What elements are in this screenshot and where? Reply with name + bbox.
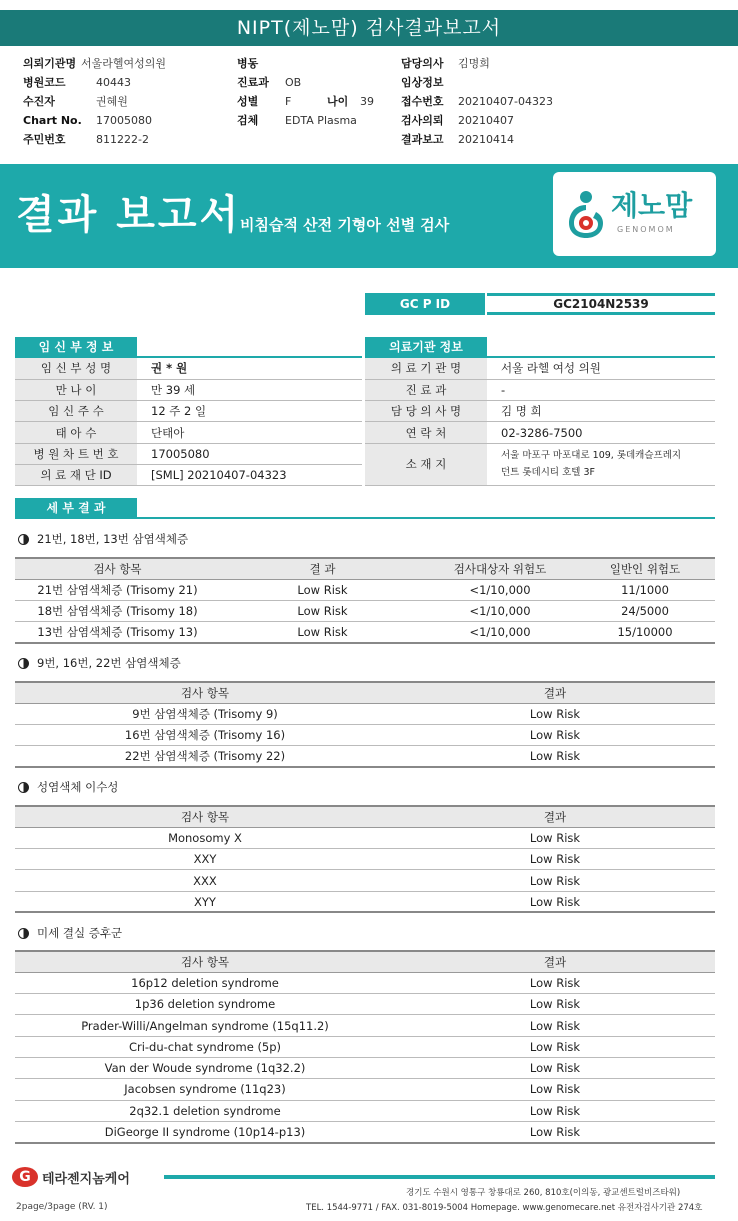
table-row (15, 1079, 715, 1100)
half-circle-icon (18, 782, 29, 793)
company-logo-icon: G (12, 1167, 38, 1187)
meta-value: 20210407 (458, 114, 514, 127)
field-value: 02-3286-7500 (487, 422, 715, 443)
test-result: Low Risk (395, 870, 715, 891)
meta-value: EDTA Plasma (285, 114, 357, 127)
address-line: 던트 롯데시티 호텔 3F (501, 467, 595, 479)
field-label: 임 신 주 수 (15, 401, 137, 422)
column-header: 검사 항목 (15, 558, 220, 579)
test-item: 9번 삼염색체증 (Trisomy 9) (15, 703, 395, 724)
column-header: 결과 (395, 682, 715, 703)
test-item: XXY (15, 849, 395, 870)
meta-value: 서울라헬여성의원 (81, 57, 167, 70)
test-result: Low Risk (220, 601, 425, 622)
half-circle-icon (18, 658, 29, 669)
table-row (15, 622, 715, 643)
table-row (365, 401, 715, 422)
test-result: Low Risk (395, 1079, 715, 1100)
meta-value: F (285, 95, 292, 108)
test-result: Low Risk (395, 725, 715, 746)
test-item: 21번 삼염색체증 (Trisomy 21) (15, 579, 220, 600)
table-row (15, 601, 715, 622)
test-item: Prader-Willi/Angelman syndrome (15q11.2) (15, 1015, 395, 1036)
address-line: 서울 마포구 마포대로 109, 롯데캐슬프레지 (501, 450, 682, 462)
company-logo (12, 1167, 130, 1187)
test-item: 18번 삼염색체증 (Trisomy 18) (15, 601, 220, 622)
field-value: 단태아 (137, 422, 362, 443)
meta-value: 40443 (96, 76, 131, 89)
field-value (487, 443, 715, 486)
column-header: 검사 항목 (15, 806, 395, 827)
table-row (15, 849, 715, 870)
company-contact: TEL. 1544-9771 / FAX. 031-8019-5004 Homepage. www.genomecare.net 유전자검사기관 274호 (306, 1203, 703, 1213)
meta-value: 39 (360, 95, 374, 108)
pregnant-info-heading: 임 신 부 정 보 (15, 337, 137, 358)
table-row (365, 422, 715, 443)
field-value: 12 주 2 일 (137, 401, 362, 422)
section-divider (15, 517, 715, 519)
meta-value: 811222-2 (96, 133, 149, 146)
meta-label: 접수번호 (401, 95, 444, 108)
meta-label: 수진자 (23, 95, 55, 108)
field-value: 17005080 (137, 443, 362, 464)
section2-heading (18, 655, 181, 671)
test-result: Low Risk (395, 1036, 715, 1057)
logo-subtext: GENOMOM (617, 225, 675, 234)
test-result: Low Risk (395, 1100, 715, 1121)
section3-heading (18, 779, 118, 795)
table-row (15, 422, 362, 443)
table-header-row (15, 951, 715, 972)
meta-label: 검사의뢰 (401, 114, 444, 127)
company-name: 테라젠지놈케어 (42, 1171, 130, 1187)
table-row (15, 994, 715, 1015)
section1-heading (18, 531, 188, 547)
footer-divider (164, 1175, 715, 1179)
test-result: Low Risk (395, 1015, 715, 1036)
test-item: 1p36 deletion syndrome (15, 994, 395, 1015)
test-result: Low Risk (395, 746, 715, 767)
genomom-logo (553, 172, 716, 256)
section-title: 21번, 18번, 13번 삼염색체증 (37, 532, 189, 546)
table-row (15, 870, 715, 891)
table-row (15, 1036, 715, 1057)
table-row (15, 1121, 715, 1142)
meta-label: 검체 (237, 114, 259, 127)
meta-label: 병동 (237, 57, 259, 70)
table-row (15, 1100, 715, 1121)
column-header: 일반인 위험도 (575, 558, 715, 579)
test-result: Low Risk (395, 827, 715, 848)
table-row (15, 358, 362, 379)
meta-label: 나이 (327, 95, 349, 108)
test-item: Jacobsen syndrome (11q23) (15, 1079, 395, 1100)
field-label: 소 재 지 (365, 443, 487, 486)
table-row (15, 379, 362, 400)
meta-label: 성별 (237, 95, 259, 108)
section-title: 미세 결실 증후군 (37, 926, 123, 940)
half-circle-icon (18, 534, 29, 545)
test-item: Monosomy X (15, 827, 395, 848)
meta-value: 권혜원 (96, 95, 128, 108)
meta-label: Chart No. (23, 114, 82, 127)
meta-value: 20210414 (458, 133, 514, 146)
test-item: XYY (15, 891, 395, 912)
section-title: 성염색체 이수성 (37, 780, 119, 794)
logo-text: 제노맘 (611, 189, 693, 222)
trisomy-major-table (15, 557, 715, 644)
test-item: 16p12 deletion syndrome (15, 972, 395, 993)
column-header: 결과 (395, 951, 715, 972)
banner-title: 결과 보고서 (16, 192, 242, 238)
meta-value: OB (285, 76, 302, 89)
subject-risk: <1/10,000 (425, 601, 575, 622)
meta-value: 김명희 (458, 57, 490, 70)
test-item: Cri-du-chat syndrome (5p) (15, 1036, 395, 1057)
test-result: Low Risk (395, 849, 715, 870)
gcp-id-value: GC2104N2539 (487, 293, 715, 315)
meta-label: 병원코드 (23, 76, 66, 89)
meta-label: 담당의사 (401, 57, 444, 70)
test-item: 2q32.1 deletion syndrome (15, 1100, 395, 1121)
field-value: 만 39 세 (137, 379, 362, 400)
microdeletion-table (15, 950, 715, 1144)
banner-subtitle: 비침습적 산전 기형아 선별 검사 (240, 216, 450, 234)
field-label: 의 료 재 단 ID (15, 464, 137, 485)
field-label: 임 신 부 성 명 (15, 358, 137, 379)
meta-label: 진료과 (237, 76, 269, 89)
test-item: 16번 삼염색체증 (Trisomy 16) (15, 725, 395, 746)
field-value: [SML] 20210407-04323 (137, 464, 362, 485)
sex-chromosome-table (15, 805, 715, 913)
test-result: Low Risk (395, 1057, 715, 1078)
field-label: 담 당 의 사 명 (365, 401, 487, 422)
column-header: 결과 (395, 806, 715, 827)
half-circle-icon (18, 928, 29, 939)
test-item: 13번 삼염색체증 (Trisomy 13) (15, 622, 220, 643)
table-row (15, 579, 715, 600)
gcp-id-label: GC P ID (365, 293, 485, 315)
table-row (15, 972, 715, 993)
page-number: 2page/3page (RV. 1) (16, 1202, 108, 1212)
table-row (15, 1015, 715, 1036)
column-header: 검사 항목 (15, 951, 395, 972)
test-item: 22번 삼염색체증 (Trisomy 22) (15, 746, 395, 767)
test-result: Low Risk (395, 1121, 715, 1142)
field-label: 병 원 차 트 번 호 (15, 443, 137, 464)
test-item: XXX (15, 870, 395, 891)
field-value: 서울 라헬 여성 의원 (487, 358, 715, 379)
general-risk: 11/1000 (575, 579, 715, 600)
field-label: 태 아 수 (15, 422, 137, 443)
field-label: 만 나 이 (15, 379, 137, 400)
meta-value: 17005080 (96, 114, 152, 127)
column-header: 검사 항목 (15, 682, 395, 703)
genomom-logo-icon (567, 188, 605, 240)
company-address: 경기도 수원시 영통구 창룡대로 260, 810호(이의동, 광교센트럴비즈타워) (406, 1188, 681, 1198)
column-header: 검사대상자 위험도 (425, 558, 575, 579)
table-row (15, 401, 362, 422)
table-row (365, 358, 715, 379)
field-label: 진 료 과 (365, 379, 487, 400)
table-row (365, 379, 715, 400)
subject-risk: <1/10,000 (425, 579, 575, 600)
subject-risk: <1/10,000 (425, 622, 575, 643)
meta-label: 의뢰기관명 (23, 57, 77, 70)
table-header-row (15, 682, 715, 703)
clinic-info-table (365, 358, 715, 486)
table-row (15, 464, 362, 485)
section-title: 9번, 16번, 22번 삼염색체증 (37, 656, 181, 670)
test-result: Low Risk (220, 579, 425, 600)
test-result: Low Risk (220, 622, 425, 643)
test-result: Low Risk (395, 703, 715, 724)
field-label: 의 료 기 관 명 (365, 358, 487, 379)
table-row (15, 443, 362, 464)
table-row (15, 703, 715, 724)
field-label: 연 락 처 (365, 422, 487, 443)
table-row (15, 827, 715, 848)
clinic-info-heading: 의료기관 정보 (365, 337, 487, 358)
table-header-row (15, 806, 715, 827)
meta-right (401, 54, 553, 149)
table-row (15, 891, 715, 912)
field-value: - (487, 379, 715, 400)
field-value: 김 명 희 (487, 401, 715, 422)
meta-label: 임상정보 (401, 76, 444, 89)
trisomy-minor-table (15, 681, 715, 768)
test-result: Low Risk (395, 972, 715, 993)
test-item: DiGeorge II syndrome (10p14-p13) (15, 1121, 395, 1142)
table-row (15, 1057, 715, 1078)
meta-label: 주민번호 (23, 133, 66, 146)
column-header: 결 과 (220, 558, 425, 579)
meta-label: 결과보고 (401, 133, 444, 146)
pregnant-info-table (15, 358, 362, 486)
details-heading: 세 부 결 과 (15, 498, 137, 519)
test-item: Van der Woude syndrome (1q32.2) (15, 1057, 395, 1078)
test-result: Low Risk (395, 994, 715, 1015)
test-result: Low Risk (395, 891, 715, 912)
table-row (15, 746, 715, 767)
table-header-row (15, 558, 715, 579)
field-value: 권 * 원 (137, 358, 362, 379)
meta-value: 20210407-04323 (458, 95, 553, 108)
general-risk: 15/10000 (575, 622, 715, 643)
table-row (15, 725, 715, 746)
section4-heading (18, 925, 122, 941)
report-title: NIPT(제노맘) 검사결과보고서 (0, 10, 738, 46)
general-risk: 24/5000 (575, 601, 715, 622)
meta-mid (237, 54, 374, 130)
meta-left (23, 54, 166, 149)
table-row (365, 443, 715, 486)
